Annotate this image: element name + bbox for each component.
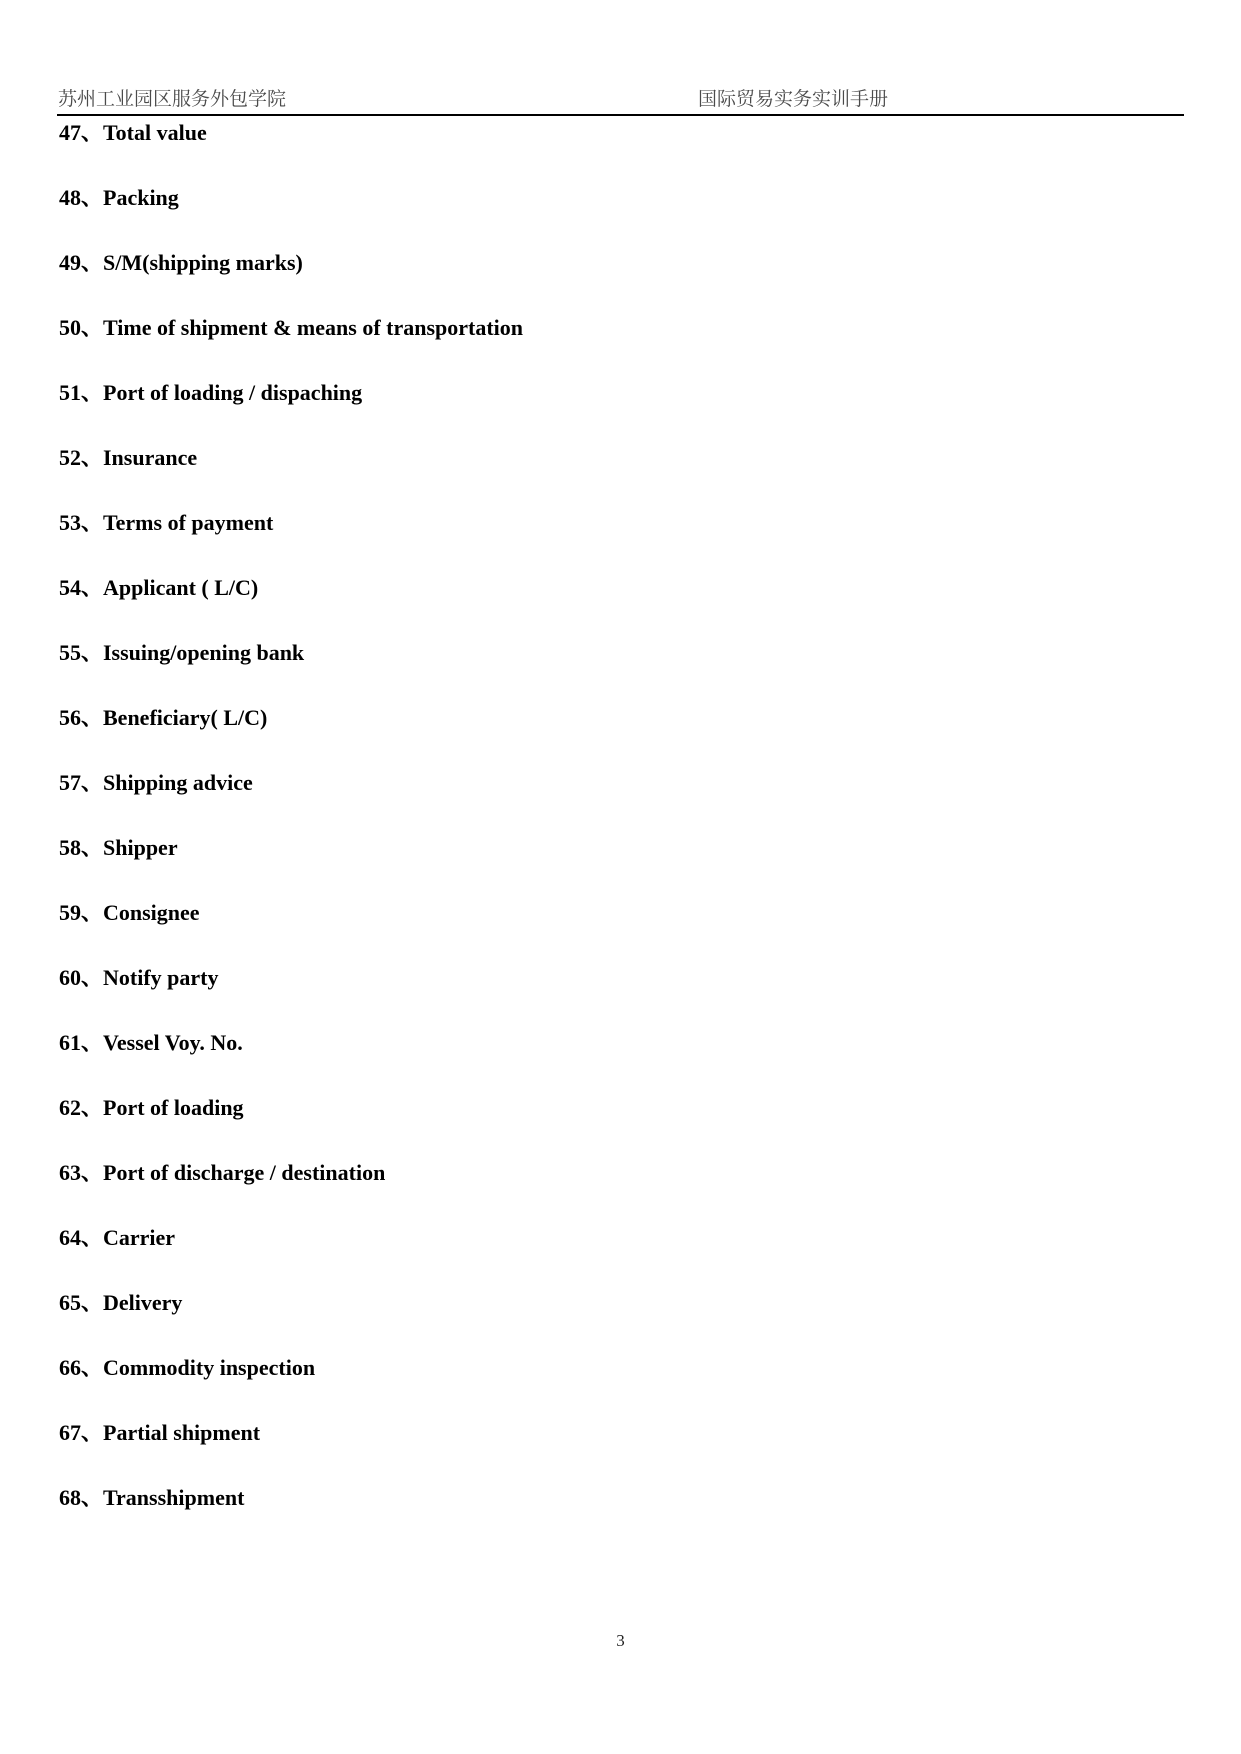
header-divider	[57, 114, 1184, 116]
term-item-66: 66、Commodity inspection	[59, 1355, 316, 1380]
term-item-67: 67、Partial shipment	[59, 1420, 261, 1445]
header-manual-title: 国际贸易实务实训手册	[698, 88, 889, 110]
term-item-52: 52、Insurance	[59, 445, 198, 470]
header-institution: 苏州工业园区服务外包学院	[58, 88, 287, 110]
term-item-57: 57、Shipping advice	[59, 770, 253, 795]
term-item-49: 49、S/M(shipping marks)	[59, 250, 303, 275]
term-item-56: 56、Beneficiary( L/C)	[59, 705, 268, 730]
term-item-50: 50、Time of shipment & means of transportation	[59, 315, 524, 340]
term-item-58: 58、Shipper	[59, 835, 178, 860]
term-item-60: 60、Notify party	[59, 965, 219, 990]
term-item-48: 48、Packing	[59, 185, 179, 210]
term-item-63: 63、Port of discharge / destination	[59, 1160, 386, 1185]
page-number: 3	[616, 1631, 625, 1650]
term-item-47: 47、Total value	[59, 120, 207, 145]
term-item-59: 59、Consignee	[59, 900, 200, 925]
term-item-64: 64、Carrier	[59, 1225, 176, 1250]
term-item-65: 65、Delivery	[59, 1290, 183, 1315]
term-item-55: 55、Issuing/opening bank	[59, 640, 305, 665]
term-item-61: 61、Vessel Voy. No.	[59, 1030, 243, 1055]
term-item-68: 68、Transshipment	[59, 1485, 245, 1510]
term-list	[59, 119, 523, 1549]
term-item-53: 53、Terms of payment	[59, 510, 274, 535]
term-item-62: 62、Port of loading	[59, 1095, 244, 1120]
term-item-54: 54、Applicant ( L/C)	[59, 575, 259, 600]
term-item-51: 51、Port of loading / dispaching	[59, 380, 363, 405]
